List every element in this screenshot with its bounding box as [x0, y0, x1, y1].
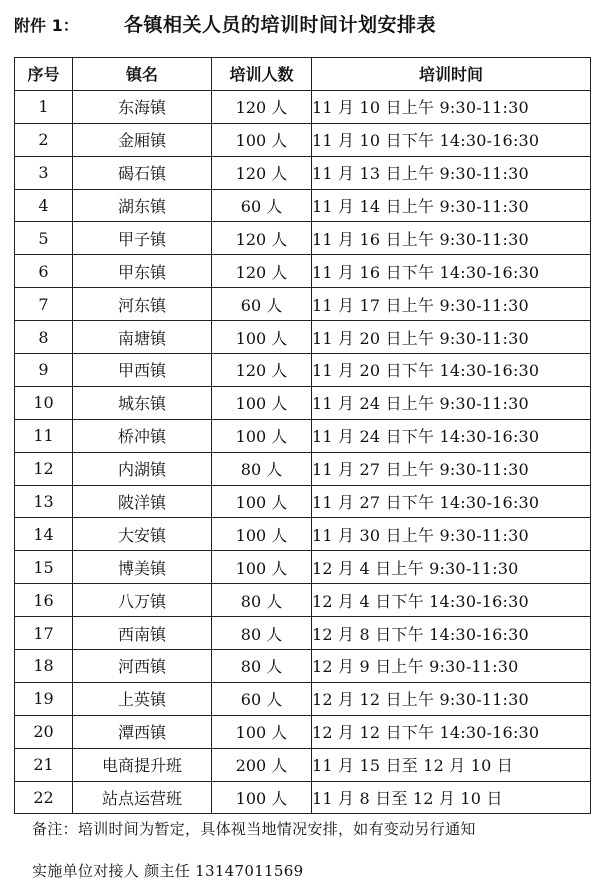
- table-row: [15, 650, 591, 683]
- cell-no: 6: [15, 255, 73, 288]
- cell-town: 城东镇: [73, 386, 212, 419]
- table-row: [15, 222, 591, 255]
- cell-count: 120 人: [212, 156, 312, 189]
- cell-town: 甲东镇: [73, 255, 212, 288]
- cell-no: 21: [15, 748, 73, 781]
- table-row: [15, 584, 591, 617]
- table-row: [15, 288, 591, 321]
- cell-town: 湖东镇: [73, 189, 212, 222]
- cell-time: 11 月 24 日上午 9:30-11:30: [312, 386, 591, 419]
- cell-count: 80 人: [212, 650, 312, 683]
- cell-town: 桥冲镇: [73, 419, 212, 452]
- cell-time: 11 月 27 日下午 14:30-16:30: [312, 485, 591, 518]
- column-header-time: 培训时间: [312, 58, 591, 91]
- cell-town: 河西镇: [73, 650, 212, 683]
- document-header: [14, 10, 594, 36]
- cell-count: 80 人: [212, 584, 312, 617]
- cell-no: 10: [15, 386, 73, 419]
- cell-count: 80 人: [212, 452, 312, 485]
- cell-count: 100 人: [212, 551, 312, 584]
- cell-time: 11 月 24 日下午 14:30-16:30: [312, 419, 591, 452]
- cell-time: 11 月 15 日至 12 月 10 日: [312, 748, 591, 781]
- cell-no: 4: [15, 189, 73, 222]
- cell-no: 22: [15, 781, 73, 814]
- cell-town: 甲西镇: [73, 354, 212, 387]
- cell-town: 碣石镇: [73, 156, 212, 189]
- table-row: [15, 485, 591, 518]
- attachment-label: 附件 1：: [14, 16, 79, 35]
- table-row: [15, 123, 591, 156]
- cell-count: 100 人: [212, 419, 312, 452]
- cell-no: 16: [15, 584, 73, 617]
- cell-count: 120 人: [212, 90, 312, 123]
- footnote: 备注：培训时间为暂定，具体视当地情况安排，如有变动另行通知: [32, 820, 476, 838]
- table-row: [15, 452, 591, 485]
- cell-no: 9: [15, 354, 73, 387]
- cell-count: 120 人: [212, 255, 312, 288]
- cell-town: 西南镇: [73, 617, 212, 650]
- training-schedule-table: [14, 57, 591, 814]
- cell-town: 站点运营班: [73, 781, 212, 814]
- cell-time: 11 月 30 日上午 9:30-11:30: [312, 518, 591, 551]
- table-row: [15, 518, 591, 551]
- contact-line: 实施单位对接人 颜主任 13147011569: [32, 862, 304, 880]
- cell-time: 12 月 12 日上午 9:30-11:30: [312, 682, 591, 715]
- cell-count: 120 人: [212, 222, 312, 255]
- table-row: [15, 715, 591, 748]
- cell-count: 100 人: [212, 518, 312, 551]
- cell-no: 12: [15, 452, 73, 485]
- cell-town: 南塘镇: [73, 321, 212, 354]
- cell-town: 河东镇: [73, 288, 212, 321]
- cell-time: 11 月 14 日上午 9:30-11:30: [312, 189, 591, 222]
- table-row: [15, 354, 591, 387]
- cell-time: 11 月 27 日上午 9:30-11:30: [312, 452, 591, 485]
- cell-no: 1: [15, 90, 73, 123]
- table-row: [15, 321, 591, 354]
- cell-count: 200 人: [212, 748, 312, 781]
- column-header-town: 镇名: [73, 58, 212, 91]
- page-title: 各镇相关人员的培训时间计划安排表: [124, 14, 437, 36]
- cell-no: 13: [15, 485, 73, 518]
- cell-count: 120 人: [212, 354, 312, 387]
- cell-no: 5: [15, 222, 73, 255]
- cell-no: 8: [15, 321, 73, 354]
- cell-time: 12 月 9 日上午 9:30-11:30: [312, 650, 591, 683]
- cell-count: 80 人: [212, 617, 312, 650]
- cell-count: 100 人: [212, 715, 312, 748]
- cell-town: 博美镇: [73, 551, 212, 584]
- cell-town: 甲子镇: [73, 222, 212, 255]
- cell-count: 100 人: [212, 485, 312, 518]
- table-row: [15, 781, 591, 814]
- column-header-count: 培训人数: [212, 58, 312, 91]
- cell-count: 100 人: [212, 321, 312, 354]
- cell-time: 11 月 20 日下午 14:30-16:30: [312, 354, 591, 387]
- cell-time: 11 月 16 日下午 14:30-16:30: [312, 255, 591, 288]
- cell-no: 15: [15, 551, 73, 584]
- cell-time: 11 月 16 日上午 9:30-11:30: [312, 222, 591, 255]
- table-row: [15, 189, 591, 222]
- cell-count: 60 人: [212, 189, 312, 222]
- cell-no: 20: [15, 715, 73, 748]
- cell-time: 12 月 4 日上午 9:30-11:30: [312, 551, 591, 584]
- cell-count: 100 人: [212, 123, 312, 156]
- cell-time: 11 月 10 日上午 9:30-11:30: [312, 90, 591, 123]
- cell-no: 19: [15, 682, 73, 715]
- cell-no: 7: [15, 288, 73, 321]
- table-row: [15, 419, 591, 452]
- cell-count: 60 人: [212, 682, 312, 715]
- table-row: [15, 682, 591, 715]
- cell-town: 大安镇: [73, 518, 212, 551]
- cell-town: 上英镇: [73, 682, 212, 715]
- cell-count: 60 人: [212, 288, 312, 321]
- cell-no: 17: [15, 617, 73, 650]
- cell-count: 100 人: [212, 781, 312, 814]
- cell-time: 12 月 12 日下午 14:30-16:30: [312, 715, 591, 748]
- cell-no: 3: [15, 156, 73, 189]
- table-row: [15, 617, 591, 650]
- cell-town: 陂洋镇: [73, 485, 212, 518]
- column-header-no: 序号: [15, 58, 73, 91]
- table-header-row: [15, 58, 591, 91]
- cell-time: 11 月 8 日至 12 月 10 日: [312, 781, 591, 814]
- table-row: [15, 255, 591, 288]
- cell-no: 18: [15, 650, 73, 683]
- table-row: [15, 156, 591, 189]
- cell-town: 内湖镇: [73, 452, 212, 485]
- table-row: [15, 386, 591, 419]
- table-row: [15, 551, 591, 584]
- cell-no: 2: [15, 123, 73, 156]
- cell-time: 11 月 10 日下午 14:30-16:30: [312, 123, 591, 156]
- cell-town: 金厢镇: [73, 123, 212, 156]
- table-body: [15, 90, 591, 814]
- cell-time: 11 月 20 日上午 9:30-11:30: [312, 321, 591, 354]
- table-row: [15, 90, 591, 123]
- table-row: [15, 748, 591, 781]
- cell-no: 14: [15, 518, 73, 551]
- cell-count: 100 人: [212, 386, 312, 419]
- cell-town: 八万镇: [73, 584, 212, 617]
- cell-town: 电商提升班: [73, 748, 212, 781]
- cell-time: 11 月 13 日上午 9:30-11:30: [312, 156, 591, 189]
- cell-time: 12 月 4 日下午 14:30-16:30: [312, 584, 591, 617]
- cell-time: 11 月 17 日上午 9:30-11:30: [312, 288, 591, 321]
- cell-no: 11: [15, 419, 73, 452]
- cell-time: 12 月 8 日下午 14:30-16:30: [312, 617, 591, 650]
- cell-town: 潭西镇: [73, 715, 212, 748]
- cell-town: 东海镇: [73, 90, 212, 123]
